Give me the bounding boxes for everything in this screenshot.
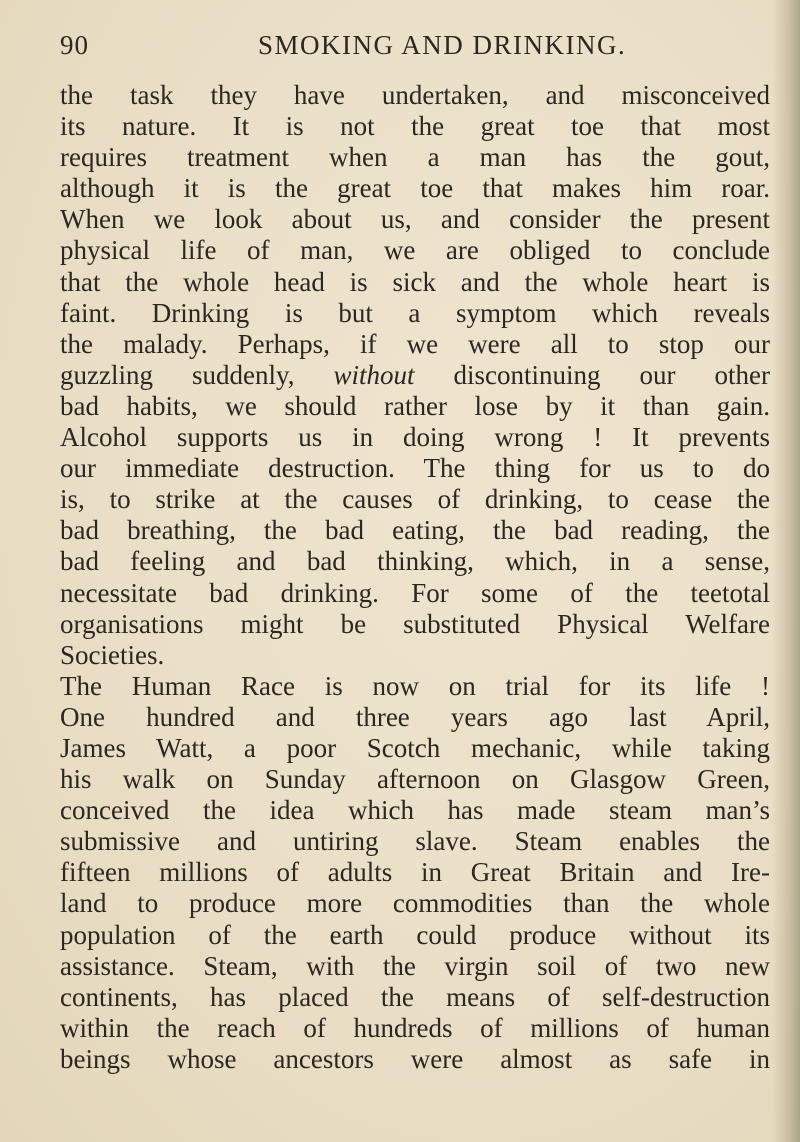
text-line: is, to strike at the causes of drinking, to cease the xyxy=(60,484,770,515)
text-line: assistance. Steam, with the virgin soil of two new xyxy=(60,950,770,981)
page-header xyxy=(60,30,760,70)
body-text xyxy=(60,80,770,1075)
text-line: requires treatment when a man has the gout, xyxy=(60,142,770,173)
page-number: 90 xyxy=(60,30,89,60)
text-line: James Watt, a poor Scotch mechanic, while taking xyxy=(60,732,770,763)
text-line: although it is the great toe that makes him roar. xyxy=(60,173,770,204)
text-line: faint. Drinking is but a symptom which reveals xyxy=(60,297,770,328)
text-line: Alcohol supports us in doing wrong ! It prevents xyxy=(60,422,770,453)
text-line: within the reach of hundreds of millions of human xyxy=(60,1012,770,1043)
text-line: One hundred and three years ago last April, xyxy=(60,701,770,732)
text-line: bad habits, we should rather lose by it than gain. xyxy=(60,390,770,421)
text-line-with-italic xyxy=(60,360,770,391)
text-line: our immediate destruction. The thing for us to do xyxy=(60,453,770,484)
text-line: population of the earth could produce without its xyxy=(60,919,770,950)
italic-word: without xyxy=(333,359,415,390)
text-line: fifteen millions of adults in Great Britain and Ire- xyxy=(60,857,770,888)
text-line: his walk on Sunday afternoon on Glasgow Green, xyxy=(60,764,770,795)
text-line: the task they have undertaken, and misconceived xyxy=(60,80,770,110)
text-line: beings whose ancestors were almost as safe in xyxy=(60,1043,770,1074)
text-line: submissive and untiring slave. Steam enables the xyxy=(60,826,770,857)
text-line: physical life of man, we are obliged to conclude xyxy=(60,235,770,266)
text-run: guzzling suddenly, xyxy=(60,359,334,390)
text-line: necessitate bad drinking. For some of the teetotal xyxy=(60,577,770,608)
text-line: land to produce more commodities than the whole xyxy=(60,888,770,919)
text-line: organisations might be substituted Physical Welfare xyxy=(60,608,770,639)
text-line: The Human Race is now on trial for its life ! xyxy=(60,670,770,701)
text-line: its nature. It is not the great toe that most xyxy=(60,111,770,142)
text-line: Societies. xyxy=(60,639,165,670)
text-line: the malady. Perhaps, if we were all to stop our xyxy=(60,328,770,359)
running-head: SMOKING AND DRINKING. xyxy=(258,30,627,60)
text-line: continents, has placed the means of self-destruction xyxy=(60,981,770,1012)
page-edge-shadow xyxy=(772,0,800,1142)
text-line: conceived the idea which has made steam man’s xyxy=(60,795,770,826)
text-run: discontinuing our other xyxy=(414,359,770,390)
text-line: bad feeling and bad thinking, which, in a sense, xyxy=(60,546,770,577)
text-line: When we look about us, and consider the present xyxy=(60,204,770,235)
text-line: that the whole head is sick and the whole heart is xyxy=(60,266,770,297)
text-line: bad breathing, the bad eating, the bad reading, the xyxy=(60,515,770,546)
